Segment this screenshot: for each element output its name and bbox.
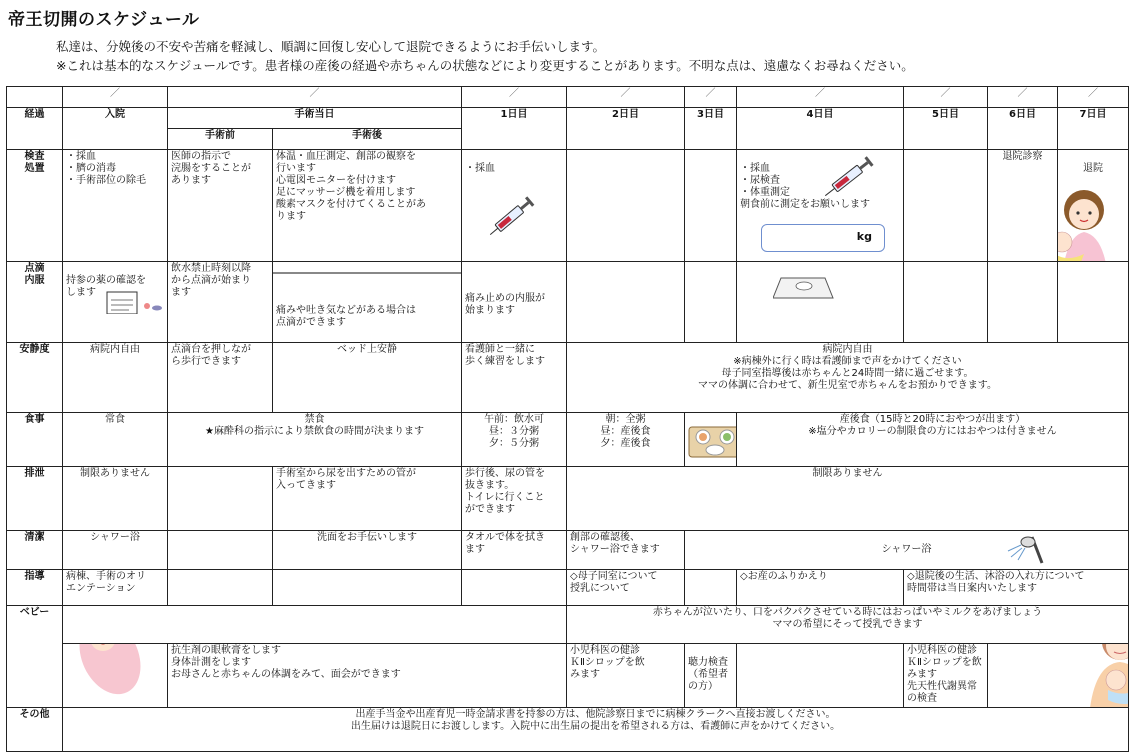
- header-day-7: 7日目: [1058, 108, 1129, 150]
- exam-post-op: 体温・血圧測定、創部の観察を 行います 心電図モニターを付けます 足にマッサージ機を着用します 酸素マスクを付けてくることがあ ります: [273, 150, 462, 262]
- row-exam: [7, 150, 1129, 262]
- row-excretion: [7, 467, 1129, 531]
- hygiene-admission: シャワー浴: [63, 531, 168, 570]
- guidance-day-3: [685, 570, 737, 606]
- header-day-6: 6日目: [988, 108, 1058, 150]
- exam-day-2: [567, 150, 685, 262]
- baby-day-5-7: [988, 644, 1129, 708]
- guidance-day-1: [462, 570, 567, 606]
- row-iv: [7, 262, 1129, 343]
- iv-day-2: [567, 262, 685, 343]
- meal-surgery: 禁食 ★麻酔科の指示により禁飲食の時間が決まります: [168, 413, 462, 467]
- hygiene-day-2: 創部の確認後、 シャワー浴できます: [567, 531, 685, 570]
- iv-day-6: [988, 262, 1058, 343]
- header-day-1: 1日目: [462, 108, 567, 150]
- row-label: 清潔: [7, 531, 63, 570]
- meal-day-2: 朝：全粥 昼：産後食 夕：産後食: [567, 413, 685, 467]
- date-cell: ／: [63, 87, 168, 108]
- exam-day-5: [904, 150, 988, 262]
- row-label: ベビー: [7, 606, 63, 708]
- row-label: その他: [7, 708, 63, 752]
- date-cell: ／: [737, 87, 904, 108]
- iv-day-7: [1058, 262, 1129, 343]
- baby-feeding-note: 赤ちゃんが泣いたり、口をパクパクさせている時にはおっぱいやミルクをあげましょう ママの希望にそって授乳できます: [567, 606, 1129, 644]
- hygiene-day-3-7-text: シャワー浴: [881, 544, 932, 555]
- meal-day-1: 午前：飲水可 昼：３分粥 夕：５分粥: [462, 413, 567, 467]
- baby-top-left: [63, 606, 567, 644]
- baby-day-2-text: 聴力検査 （希望者の方）: [688, 657, 728, 692]
- iv-post-op-text: 痛みや吐き気などがある場合は 点滴ができます: [276, 305, 416, 328]
- header-day-4: 4日目: [737, 108, 904, 150]
- breastfeeding-mother-icon: [1068, 644, 1129, 708]
- exam-day-7-text: 退院: [1083, 163, 1103, 174]
- row-guidance: [7, 570, 1129, 606]
- iv-day-3: [685, 262, 737, 343]
- guidance-admission: 病棟、手術のオリ エンテーション: [63, 570, 168, 606]
- header-day-3: 3日目: [685, 108, 737, 150]
- date-row: [7, 87, 1129, 108]
- iv-day-1: [462, 262, 567, 343]
- header-admission: 入院: [63, 108, 168, 150]
- shower-icon: [1002, 533, 1050, 567]
- iv-post-op: [273, 262, 462, 343]
- row-label: 指導: [7, 570, 63, 606]
- row-label: 安静度: [7, 343, 63, 413]
- row-meal: [7, 413, 1129, 467]
- baby-admission: [63, 644, 168, 708]
- arrow-icon: [273, 268, 462, 278]
- excretion-pre-op: [168, 467, 273, 531]
- date-cell: ／: [685, 87, 737, 108]
- iv-admission: [63, 262, 168, 343]
- date-cell: ／: [462, 87, 567, 108]
- intro-line-2: ※これは基本的なスケジュールです。患者様の産後の経過や赤ちゃんの状態などにより変更することがあります。不明な点は、遠慮なくお尋ねください。: [56, 58, 914, 73]
- syringe-icon: [815, 154, 885, 200]
- iv-day-1-text: 痛み止めの内服が 始まります: [465, 293, 545, 316]
- exam-day-6: 退院診察: [988, 150, 1058, 262]
- guidance-post-op: [273, 570, 462, 606]
- iv-admission-text: 持参の薬の確認を します: [66, 275, 146, 298]
- hygiene-day-1: タオルで体を拭き ます: [462, 531, 567, 570]
- row-hygiene: [7, 531, 1129, 570]
- meal-admission: 常食: [63, 413, 168, 467]
- exam-day-4-text: ・採血 ・尿検査 ・体重測定 朝食前に測定をお願いします: [740, 163, 870, 210]
- exam-day-1-text: ・採血: [465, 163, 495, 174]
- row-label: 検査 処置: [7, 150, 63, 262]
- guidance-day-4: ◇お産のふりかえり: [737, 570, 904, 606]
- date-cell: ／: [1058, 87, 1129, 108]
- meal-day-4-7: 産後食（15時と20時におやつが出ます） ※塩分やカロリーの制限食の方にはおやつは付きません: [737, 413, 1129, 467]
- header-day-5: 5日目: [904, 108, 988, 150]
- exam-day-3: [685, 150, 737, 262]
- row-other: [7, 708, 1129, 752]
- header-pre-op: 手術前: [168, 129, 273, 150]
- row-rest: [7, 343, 1129, 413]
- baby-day-2: [685, 644, 737, 708]
- schedule-table: [6, 86, 1129, 752]
- scale-icon: [773, 266, 837, 306]
- row-baby-bottom: [7, 644, 1129, 708]
- exam-day-7: [1058, 150, 1129, 262]
- rest-day-1: 看護師と一緒に 歩く練習をします: [462, 343, 567, 413]
- guidance-day-5-7: ◇退院後の生活、沐浴の入れ方について 時間帯は当日案内いたします: [904, 570, 1129, 606]
- exam-day-4: [737, 150, 904, 262]
- meal-tray-icon: [687, 419, 737, 461]
- header-surgery-day: 手術当日: [168, 108, 462, 129]
- guidance-pre-op: [168, 570, 273, 606]
- baby-day-3: [737, 644, 904, 708]
- row-label: 点滴 内服: [7, 262, 63, 343]
- baby-day-4: 小児科医の健診 ＫⅡシロップを飲みます 先天性代謝異常の検査: [904, 644, 988, 708]
- swaddled-baby-icon: [75, 644, 145, 701]
- weight-input-box: [761, 224, 885, 252]
- header-label: 経過: [7, 108, 63, 150]
- rest-admission: 病院内自由: [63, 343, 168, 413]
- date-cell: ／: [567, 87, 685, 108]
- mother-holding-baby-icon: [1058, 178, 1127, 262]
- other-note: 出産手当金や出産育児一時金請求書を持参の方は、他院診察日までに病棟クラークへ直接お渡しください。 出生届けは退院日にお渡しします。入院中に出生届の提出を希望される方は、看護師に声をかけてください。: [63, 708, 1129, 752]
- exam-day-1: [462, 150, 567, 262]
- hygiene-day-3-7: [685, 531, 1129, 570]
- medicine-notebook-icon: [105, 290, 165, 314]
- iv-day-5: [904, 262, 988, 343]
- excretion-admission: 制限ありません: [63, 467, 168, 531]
- rest-post-op: ベッド上安静: [273, 343, 462, 413]
- date-cell: [7, 87, 63, 108]
- excretion-day-2-7: 制限ありません: [567, 467, 1129, 531]
- row-label: 排泄: [7, 467, 63, 531]
- excretion-day-1: 歩行後、尿の管を 抜きます。 トイレに行くこと ができます: [462, 467, 567, 531]
- row-label: 食事: [7, 413, 63, 467]
- baby-day-1: 小児科医の健診 ＫⅡシロップを飲 みます: [567, 644, 685, 708]
- date-cell: ／: [904, 87, 988, 108]
- date-cell: ／: [168, 87, 462, 108]
- header-row: [7, 108, 1129, 129]
- guidance-day-2: ◇母子同室について 授乳について: [567, 570, 685, 606]
- page-title: 帝王切開のスケジュール: [8, 10, 200, 30]
- weight-unit: kg: [856, 230, 872, 243]
- syringe-icon: [482, 192, 542, 242]
- header-day-2: 2日目: [567, 108, 685, 150]
- hygiene-post-op: 洗面をお手伝いします: [273, 531, 462, 570]
- excretion-post-op: 手術室から尿を出すための管が 入ってきます: [273, 467, 462, 531]
- header-post-op: 手術後: [273, 129, 462, 150]
- rest-pre-op: 点滴台を押しなが ら歩行できます: [168, 343, 273, 413]
- date-cell: ／: [988, 87, 1058, 108]
- baby-surgery: 抗生剤の眼軟膏をします 身体計測をします お母さんと赤ちゃんの体調をみて、面会ができます: [168, 644, 567, 708]
- iv-day-4: [737, 262, 904, 343]
- hygiene-pre-op: [168, 531, 273, 570]
- rest-day-2-7: 病院内自由 ※病棟外に行く時は看護師まで声をかけてください 母子同室指導後は赤ちゃんと24時間一緒に過ごせます。 ママの体調に合わせて、新生児室で赤ちゃんをお預かりできます。: [567, 343, 1129, 413]
- row-baby-top: [7, 606, 1129, 644]
- exam-pre-op: 医師の指示で 浣腸をすることが あります: [168, 150, 273, 262]
- exam-admission: ・採血 ・臍の消毒 ・手術部位の除毛: [63, 150, 168, 262]
- meal-day-3: [685, 413, 737, 467]
- iv-pre-op: 飲水禁止時刻以降 から点滴が始まり ます: [168, 262, 273, 343]
- intro-line-1: 私達は、分娩後の不安や苦痛を軽減し、順調に回復し安心して退院できるようにお手伝いします。: [56, 39, 606, 54]
